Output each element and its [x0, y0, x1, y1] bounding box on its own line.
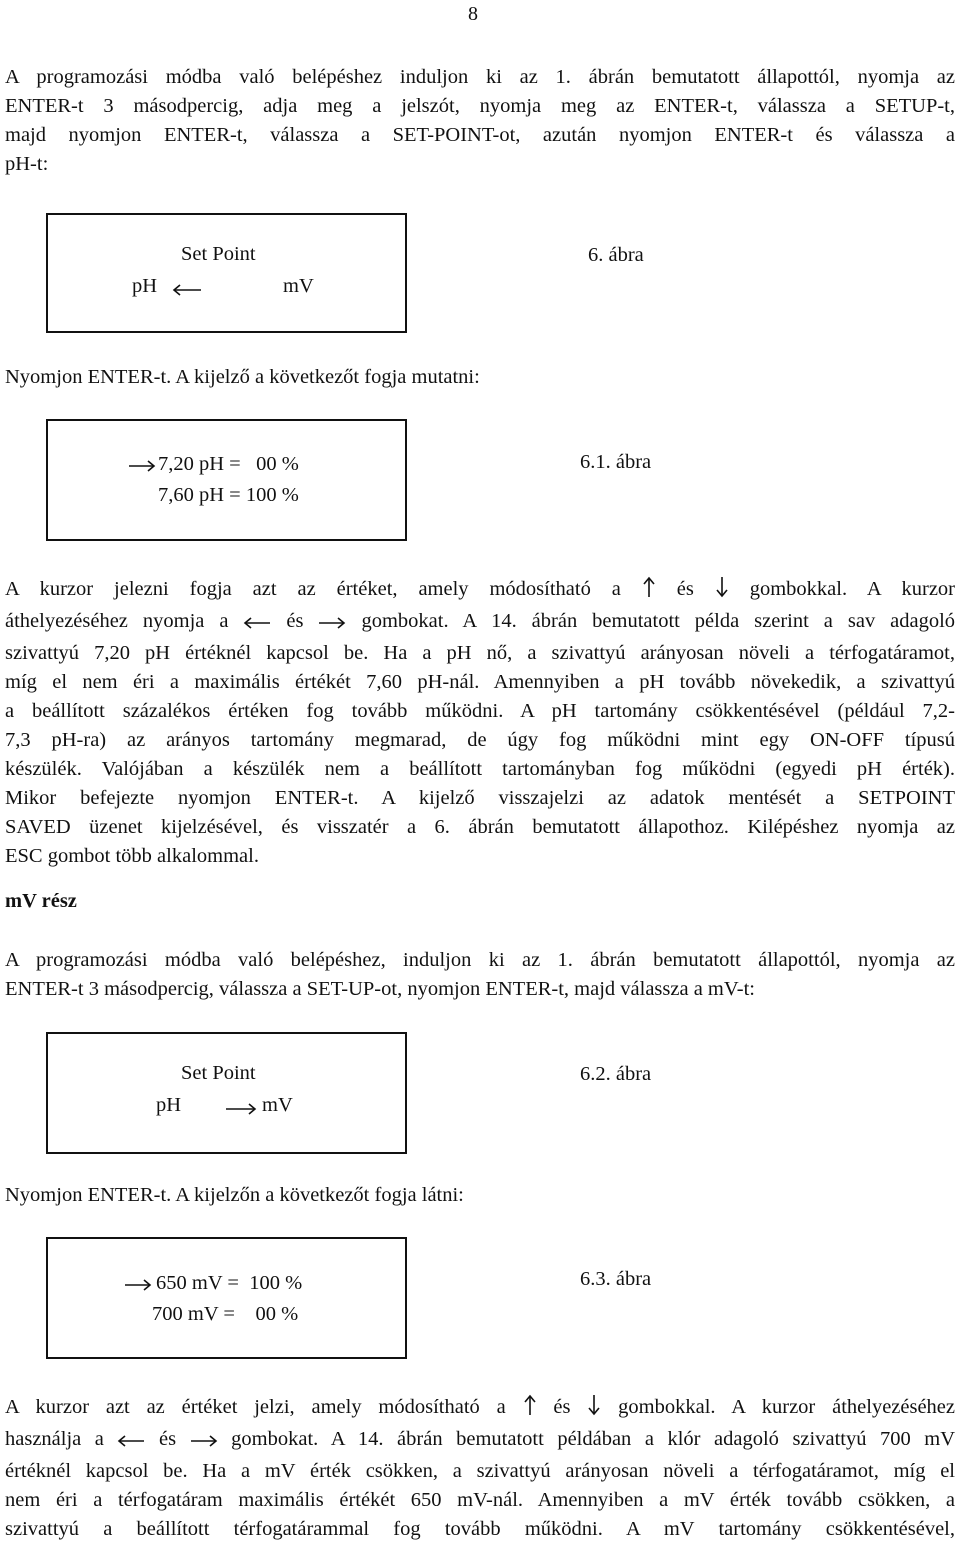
- text-line: míg el nem éri a maximális értékét 7,60 pH-nál. Amennyiben a pH tovább növekedik, a szivattyú: [5, 671, 955, 693]
- text-fragment: és: [553, 1396, 571, 1418]
- text-line: 7,3 pH-ra) az arányos tartomány megmarad, de úgy fog működni mint egy ON-OFF típusú: [5, 729, 955, 751]
- up-arrow-icon: [642, 576, 656, 607]
- display-box-fig6-2: [46, 1032, 407, 1154]
- text-line: Nyomjon ENTER-t. A kijelzőn a következőt fogja látni:: [5, 1184, 464, 1206]
- cursor-paragraph: [5, 575, 955, 871]
- display-line-650mv: 650 mV = 100 %: [156, 1272, 303, 1294]
- text-fragment: és: [286, 610, 304, 632]
- text-line: készülék. Valójában a készülék nem a beállított tartományban fog működni (egyedi pH érték).: [5, 758, 955, 780]
- text-line: nem éri a térfogatáram maximális értékét 650 mV-nál. Amennyiben a mV érték tovább csökken, a: [5, 1489, 955, 1511]
- text-line: értéknél kapcsol be. Ha a mV érték csökken, a szivattyú arányosan növeli a térfogatáramot, míg el: [5, 1460, 955, 1482]
- right-arrow-icon: [190, 1428, 218, 1457]
- display-line-700mv: 700 mV = 00 %: [152, 1303, 299, 1325]
- display-box-fig6-3: [46, 1237, 407, 1359]
- down-arrow-icon: [715, 576, 729, 607]
- text-line: [5, 607, 955, 639]
- text-line: A programozási módba való belépéshez, induljon ki az 1. ábrán bemutatott állapottól, nyomja az: [5, 949, 955, 971]
- text-fragment: használja a: [5, 1428, 104, 1450]
- figure-caption: 6.1. ábra: [580, 451, 652, 473]
- text-fragment: gombokkal. A kurzor: [749, 578, 955, 600]
- figure-caption: 6.3. ábra: [580, 1268, 652, 1290]
- mv-cursor-paragraph: [5, 1393, 955, 1544]
- mv-intro-paragraph: [5, 946, 955, 1004]
- text-fragment: A kurzor jelezni fogja azt az értéket, amely módosítható a: [5, 578, 621, 600]
- text-line: ESC gombot több alkalommal.: [5, 845, 259, 867]
- text-line: szivattyú a beállított térfogatárammal fog tovább működni. A mV tartomány csökkentésével,: [5, 1518, 955, 1540]
- down-arrow-icon: [587, 1394, 601, 1425]
- right-arrow-icon: [318, 610, 346, 639]
- text-fragment: gombokat. A 14. ábrán bemutatott példa szerint a sav adagoló: [361, 610, 956, 632]
- text-line: majd nyomjon ENTER-t, válassza a SET-POINT-ot, azután nyomjon ENTER-t és válassza a: [5, 124, 955, 146]
- display-line-low-ph: 7,20 pH = 00 %: [158, 453, 299, 475]
- text-line: [5, 1425, 955, 1457]
- display-line-set-point: Set Point: [181, 243, 256, 265]
- text-fragment: és: [159, 1428, 177, 1450]
- left-arrow-icon: [172, 283, 202, 302]
- text-line: ENTER-t 3 másodpercig, adja meg a jelszót, nyomja meg az ENTER-t, válassza a SETUP-t,: [5, 95, 955, 117]
- text-line: [5, 575, 955, 607]
- text-fragment: és: [676, 578, 694, 600]
- display-box-fig6-1: [46, 419, 407, 541]
- left-arrow-icon: [243, 610, 271, 639]
- text-line: ENTER-t 3 másodpercig, válassza a SET-UP-ot, nyomjon ENTER-t, majd válassza a mV-t:: [5, 978, 756, 1000]
- display-line-mv: mV: [262, 1094, 293, 1116]
- left-arrow-icon: [117, 1428, 145, 1457]
- text-line: a beállított százalékos értéken fog tovább működni. A pH tartomány csökkentésével (például 7,2-: [5, 700, 955, 722]
- figure-caption: 6. ábra: [588, 244, 644, 266]
- right-arrow-icon: [225, 1102, 257, 1121]
- instruction-line: [5, 363, 955, 392]
- display-line-set-point: Set Point: [181, 1062, 256, 1084]
- text-line: SAVED üzenet kijelzésével, és visszatér a 6. ábrán bemutatott állapothoz. Kilépéshez nyomja az: [5, 816, 955, 838]
- display-line-ph: pH: [156, 1094, 182, 1116]
- right-arrow-icon: [128, 459, 156, 478]
- figure-caption: 6.2. ábra: [580, 1063, 652, 1085]
- text-line: Mikor befejezte nyomjon ENTER-t. A kijelző visszajelzi az adatok mentését a SETPOINT: [5, 787, 955, 809]
- text-fragment: A kurzor azt az értéket jelzi, amely módosítható a: [5, 1396, 506, 1418]
- text-line: szivattyú 7,20 pH értéknél kapcsol be. Ha a pH nő, a szivattyú arányosan növeli a térfogatáramot,: [5, 642, 955, 664]
- text-fragment: gombokat. A 14. ábrán bemutatott példában a klór adagoló szivattyú 700 mV: [231, 1428, 956, 1450]
- text-line: Nyomjon ENTER-t. A kijelző a következőt fogja mutatni:: [5, 366, 480, 388]
- display-box-fig6: [46, 213, 407, 333]
- page-number: 8: [468, 3, 478, 25]
- display-line-high-ph: 7,60 pH = 100 %: [158, 484, 299, 506]
- up-arrow-icon: [523, 1394, 537, 1425]
- section-heading: mV rész: [5, 890, 77, 912]
- text-fragment: gombokkal. A kurzor áthelyezéséhez: [618, 1396, 956, 1418]
- display-line-ph: pH: [132, 275, 158, 297]
- text-line: A programozási módba való belépéshez induljon ki az 1. ábrán bemutatott állapottól, nyomja az: [5, 66, 955, 88]
- right-arrow-icon: [124, 1278, 152, 1297]
- text-fragment: áthelyezéséhez nyomja a: [5, 610, 229, 632]
- intro-paragraph: [5, 63, 955, 179]
- display-line-mv: mV: [283, 275, 314, 297]
- instruction-line: [5, 1181, 955, 1210]
- text-line: [5, 1393, 955, 1425]
- text-line: pH-t:: [5, 153, 49, 175]
